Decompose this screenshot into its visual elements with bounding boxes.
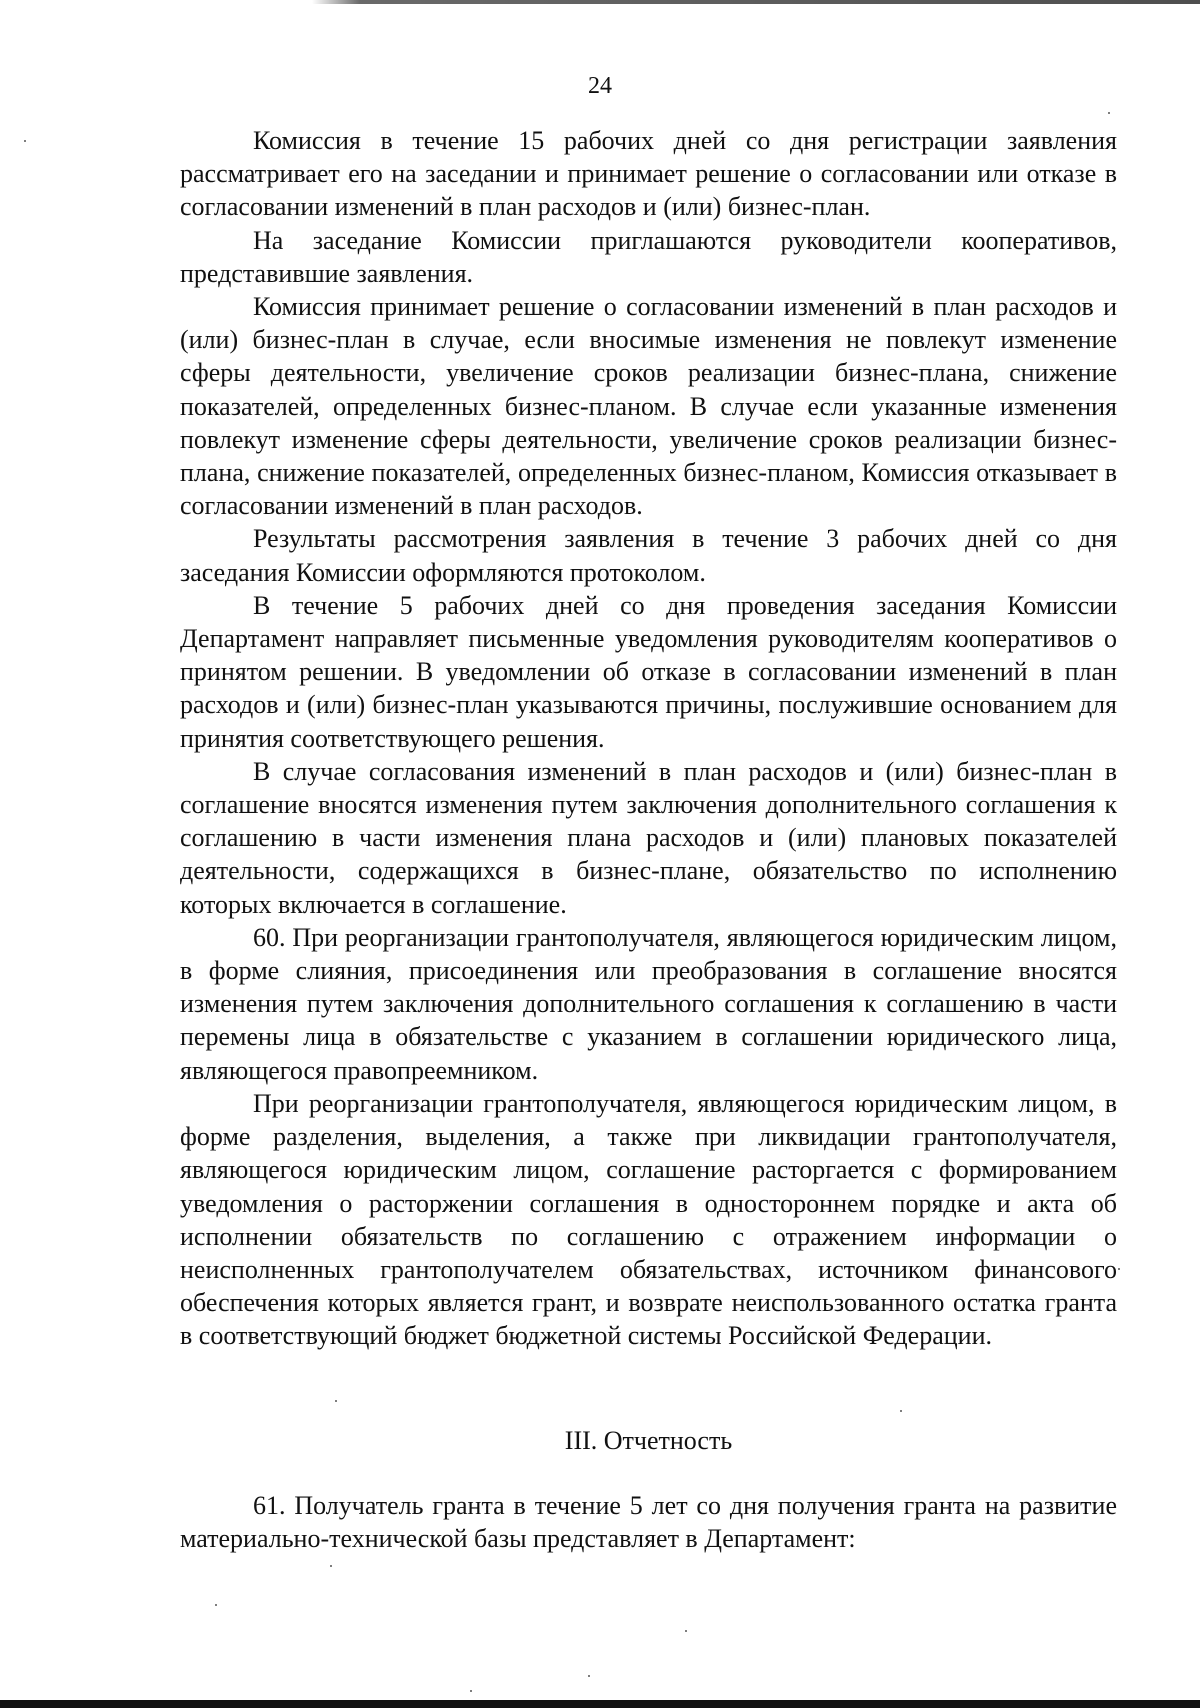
paragraph-results-protocol: Результаты рассмотрения заявления в течение 3 рабочих дней со дня заседания Комиссии оформляются протоколом. [180, 524, 1117, 587]
scan-speck [330, 1565, 332, 1567]
paragraph-approval-conditions: Комиссия принимает решение о согласовании изменений в план расходов и (или) бизнес-план в случае, если вносимые изменения не повлекут изменение сферы деятельности, увеличение сроков реализации бизнес-плана, снижение показателей, определенных бизнес-планом. В случае если указанные изменения повлекут изменение сферы деятельности, увеличение сроков реализации бизнес-плана, снижение показателей, определенных бизнес-планом, Комиссия отказывает в согласовании изменений в план расходов. [180, 292, 1117, 521]
paragraph-reorganization-termination: При реорганизации грантополучателя, являющегося юридическим лицом, в форме разделения, выделения, а также при ликвидации грантополучателя, являющегося юридическим лицом, соглашение расторгается с формированием уведомления о расторжении соглашения в одностороннем порядке и акта об исполнении обязательств по соглашению с отражением информации о неисполненных грантополучателем обязательствах, источником финансового обеспечения которых является грант, и возврате неиспользованного остатка гранта в соответствующий бюджет бюджетной системы Российской Федерации. [180, 1088, 1117, 1351]
paragraph-commission-term: Комиссия в течение 15 рабочих дней со дня регистрации заявления рассматривает его на заседании и принимает решение о согласовании или отказе в согласовании изменений в план расходов и (или) бизнес-план. [180, 126, 1117, 222]
paragraph-invitation: На заседание Комиссии приглашаются руководители кооперативов, представившие заявления. [180, 225, 1117, 288]
section-heading-reporting: III. Отчетность [564, 1426, 733, 1455]
body-text [180, 124, 1117, 1353]
scan-speck [335, 1400, 337, 1402]
page-number: 24 [588, 73, 612, 99]
body-text-after-heading [180, 1489, 1117, 1555]
scan-bottom-edge [0, 1700, 1200, 1708]
scan-speck [900, 1410, 902, 1412]
paragraph-item-61: 61. Получатель гранта в течение 5 лет со дня получения гранта на развитие материально-технической базы представляет в Департамент: [180, 1491, 1117, 1554]
paragraph-agreement-changes: В случае согласования изменений в план расходов и (или) бизнес-план в соглашение вносятся изменения путем заключения дополнительного соглашения к соглашению в части изменения плана расходов и (или) плановых показателей деятельности, содержащихся в бизнес-плане, обязательство по исполнению которых включается в соглашение. [180, 756, 1117, 919]
scan-speck [588, 1675, 590, 1677]
scan-top-edge [0, 0, 1200, 4]
paragraph-item-60: 60. При реорганизации грантополучателя, являющегося юридическим лицом, в форме слияния, присоединения или преобразования в соглашение вносятся изменения путем заключения дополнительного соглашения к соглашению в части перемены лица в обязательстве с указанием в соглашении юридического лица, являющегося правопреемником. [180, 922, 1117, 1085]
scan-speck [470, 1690, 472, 1692]
scan-speck [1118, 1268, 1120, 1270]
scan-speck [24, 140, 26, 142]
scan-speck [685, 1630, 687, 1632]
scan-speck [215, 1604, 217, 1606]
paragraph-notifications: В течение 5 рабочих дней со дня проведения заседания Комиссии Департамент направляет письменные уведомления руководителям кооперативов о принятом решении. В уведомлении об отказе в согласовании изменений в план расходов и (или) бизнес-план указываются причины, послужившие основанием для принятия соответствующего решения. [180, 590, 1117, 753]
scan-speck [1108, 112, 1110, 114]
